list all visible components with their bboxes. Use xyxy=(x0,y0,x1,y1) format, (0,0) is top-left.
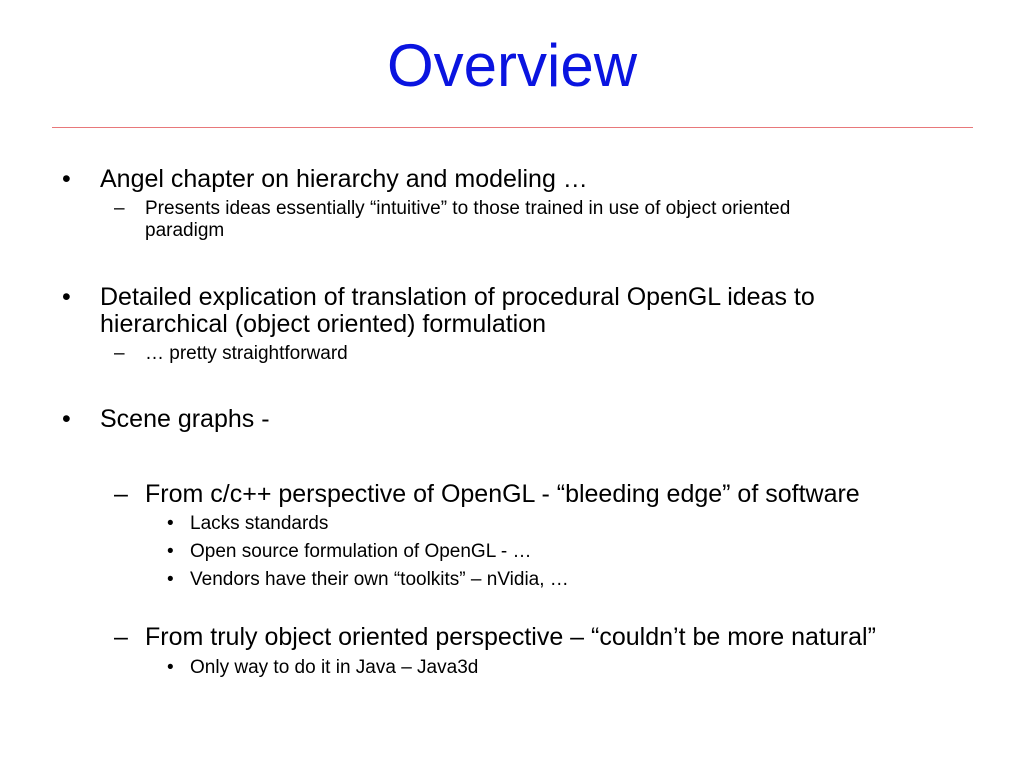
sub-item-3-2: From truly object oriented perspective – “couldn’t be more natural” xyxy=(145,623,876,651)
dash-marker: – xyxy=(114,343,125,364)
bullet-marker: • xyxy=(167,513,174,534)
bullet-marker: • xyxy=(62,405,71,433)
sub-item-3-1: From c/c++ perspective of OpenGL - “bleeding edge” of software xyxy=(145,480,860,508)
bullet-item-2-line2: hierarchical (object oriented) formulation xyxy=(100,310,547,338)
sub-sub-item-3-1-3: Vendors have their own “toolkits” – nVidia, … xyxy=(190,569,569,590)
dash-marker: – xyxy=(114,198,125,219)
bullet-item-1: Angel chapter on hierarchy and modeling … xyxy=(100,165,588,193)
bullet-marker: • xyxy=(62,283,71,311)
sub-sub-item-3-1-1: Lacks standards xyxy=(190,513,329,534)
sub-item-2-1: … pretty straightforward xyxy=(145,343,348,364)
bullet-item-2-line1: Detailed explication of translation of procedural OpenGL ideas to xyxy=(100,283,815,311)
bullet-item-3: Scene graphs - xyxy=(100,405,270,433)
bullet-marker: • xyxy=(167,569,174,590)
sub-sub-item-3-2-1: Only way to do it in Java – Java3d xyxy=(190,657,479,678)
sub-sub-item-3-1-2: Open source formulation of OpenGL - … xyxy=(190,541,532,562)
bullet-marker: • xyxy=(167,541,174,562)
dash-marker: – xyxy=(114,480,128,508)
dash-marker: – xyxy=(114,623,128,651)
bullet-marker: • xyxy=(167,657,174,678)
bullet-marker: • xyxy=(62,165,71,193)
sub-item-1-1-line1: Presents ideas essentially “intuitive” to those trained in use of object oriented xyxy=(145,198,791,219)
slide-title: Overview xyxy=(386,32,638,99)
sub-item-1-1-line2: paradigm xyxy=(145,220,225,241)
